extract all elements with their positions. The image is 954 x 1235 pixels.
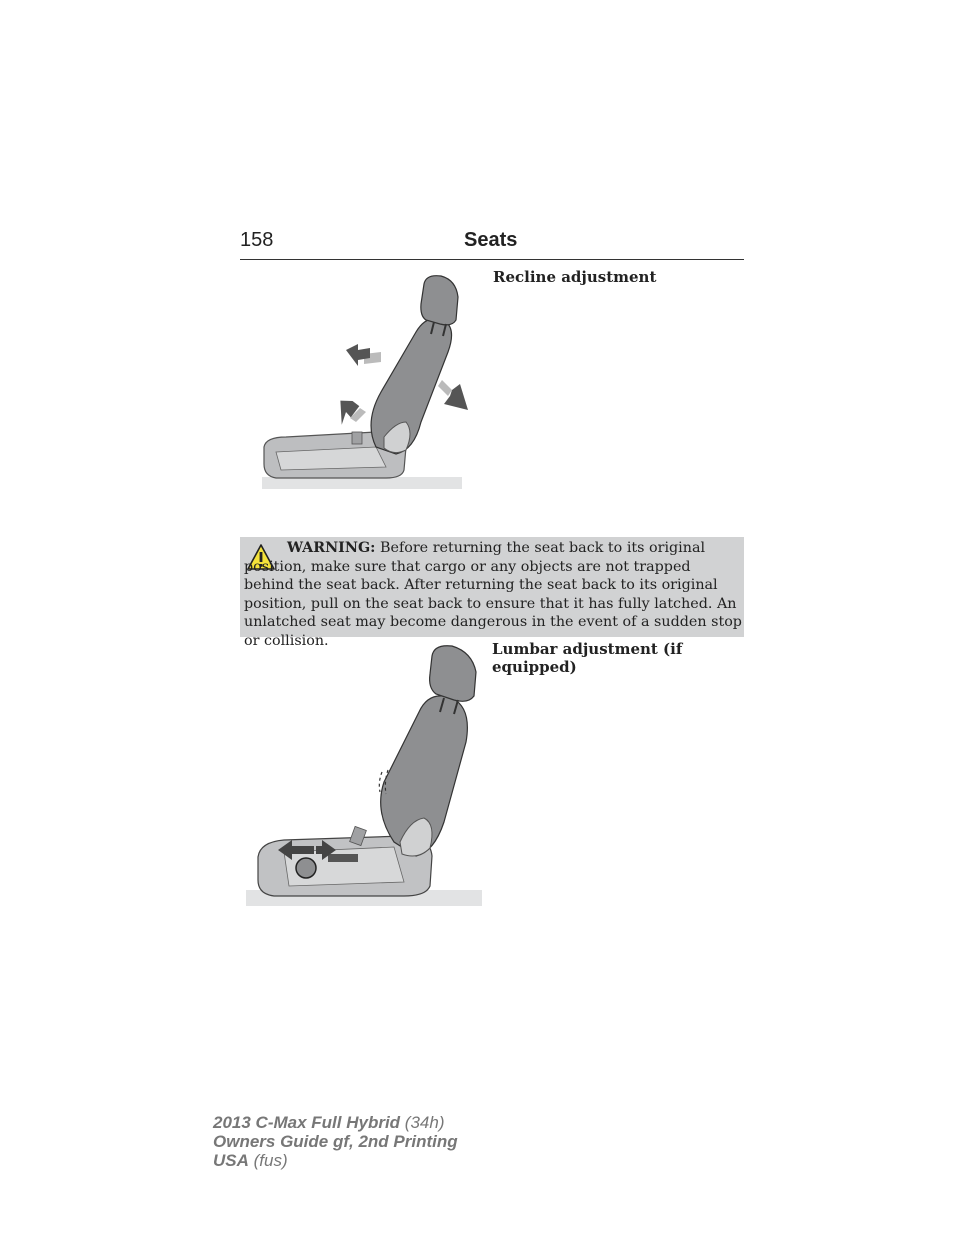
lumbar-seat-illustration: [244, 642, 484, 912]
recline-caption: Recline adjustment: [493, 268, 657, 286]
warning-label: WARNING:: [287, 540, 376, 556]
page-number: 158: [240, 229, 274, 251]
footer-model-code: (34h): [404, 1113, 445, 1132]
section-title: Seats: [464, 229, 518, 251]
warning-body: Before returning the seat back to its original position, make sure that cargo or any objects are not trapped behind the seat back. After returning the seat back to its original position, pull on the seat back to ensure that it has fully latched. An unlatched seat may become dangerous in the event of a sudden stop or collision.: [244, 540, 742, 649]
page-footer: [213, 1113, 458, 1170]
recline-seat-illustration: [256, 272, 476, 502]
page-header: [240, 229, 744, 260]
footer-region-code: (fus): [253, 1151, 288, 1170]
footer-region: USA: [213, 1151, 249, 1170]
lumbar-caption: Lumbar adjustment (if equipped): [492, 640, 683, 676]
footer-model: 2013 C-Max Full Hybrid: [213, 1113, 401, 1132]
warning-text: [244, 539, 742, 651]
footer-guide: Owners Guide gf, 2nd Printing: [213, 1132, 458, 1151]
warning-box: [240, 537, 744, 649]
